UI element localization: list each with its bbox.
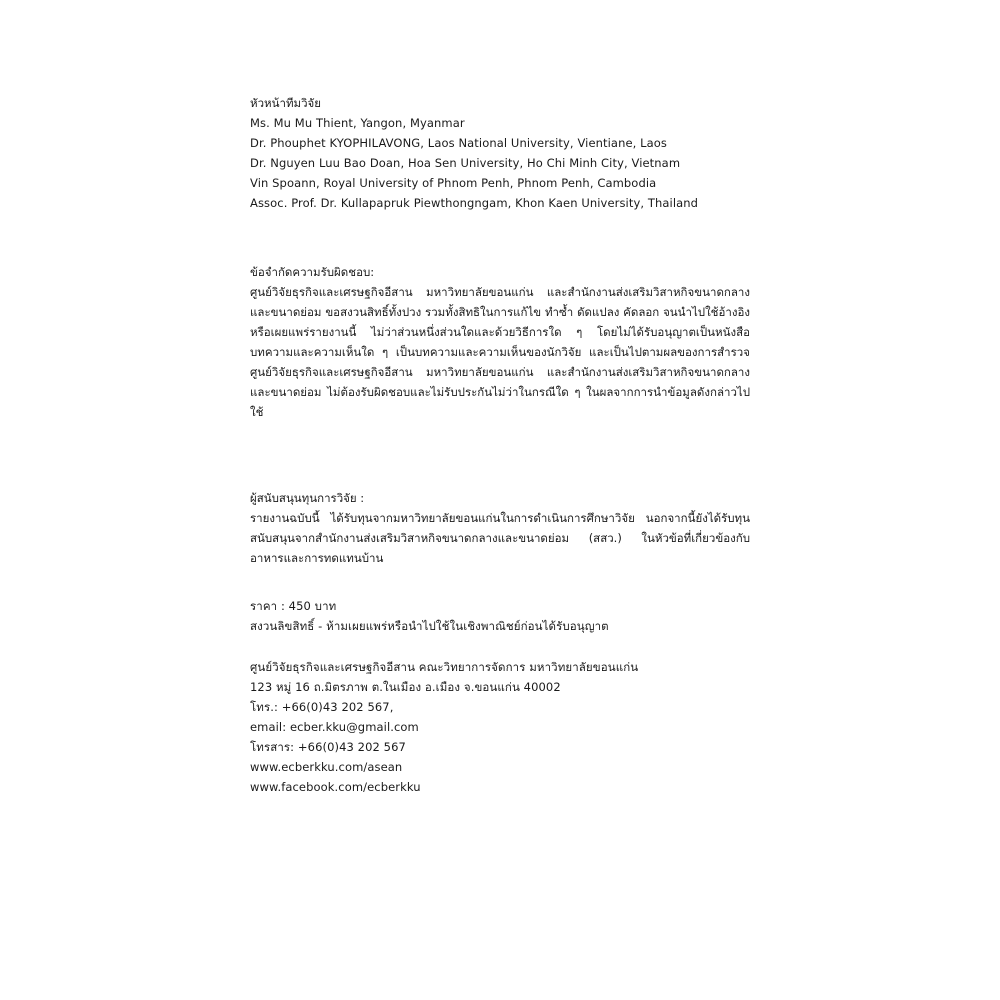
phone-line: โทร.: +66(0)43 202 567, bbox=[250, 700, 394, 714]
fax-line: โทรสาร: +66(0)43 202 567 bbox=[250, 740, 406, 754]
researcher-entry: Assoc. Prof. Dr. Kullapapruk Piewthongngam, Khon Kaen University, Thailand bbox=[250, 196, 699, 210]
website-line: www.ecberkku.com/asean bbox=[250, 760, 403, 774]
research-team-section bbox=[250, 93, 750, 213]
research-team-heading: หัวหน้าทีมวิจัย bbox=[250, 96, 322, 110]
email-line: email: ecber.kku@gmail.com bbox=[250, 720, 419, 734]
researcher-entry: Dr. Nguyen Luu Bao Doan, Hoa Sen University, Ho Chi Minh City, Vietnam bbox=[250, 156, 681, 170]
researcher-entry: Ms. Mu Mu Thient, Yangon, Myanmar bbox=[250, 116, 465, 130]
funding-heading: ผู้สนับสนุนทุนการวิจัย : bbox=[250, 491, 365, 505]
disclaimer-heading: ข้อจำกัดความรับผิดชอบ: bbox=[250, 265, 375, 279]
disclaimer-section bbox=[250, 262, 750, 422]
copyright-line: สงวนลิขสิทธิ์ - ห้ามเผยแพร่หรือนำไปใช้ในเชิงพาณิชย์ก่อนได้รับอนุญาต bbox=[250, 619, 609, 633]
facebook-line: www.facebook.com/ecberkku bbox=[250, 780, 421, 794]
researcher-entry: Vin Spoann, Royal University of Phnom Penh, Phnom Penh, Cambodia bbox=[250, 176, 657, 190]
price-section bbox=[250, 596, 750, 636]
price-line: ราคา : 450 บาท bbox=[250, 599, 337, 613]
address-line: 123 หมู่ 16 ถ.มิตรภาพ ต.ในเมือง อ.เมือง จ.ขอนแก่น 40002 bbox=[250, 680, 561, 694]
funding-body: รายงานฉบับนี้ ได้รับทุนจากมหาวิทยาลัยขอนแก่นในการดำเนินการศึกษาวิจัย นอกจากนี้ยังได้รับทุนสนับสนุนจากสำนักงานส่งเสริมวิสาหกิจขนาดกลางและขนาดย่อม (สสว.) ในหัวข้อที่เกี่ยวข้องกับอาหารและการทดแทนบ้าน bbox=[250, 511, 750, 565]
funding-section bbox=[250, 488, 750, 568]
contact-section bbox=[250, 657, 750, 797]
researcher-entry: Dr. Phouphet KYOPHILAVONG, Laos National University, Vientiane, Laos bbox=[250, 136, 668, 150]
disclaimer-body: ศูนย์วิจัยธุรกิจและเศรษฐกิจอีสาน มหาวิทยาลัยขอนแก่น และสำนักงานส่งเสริมวิสาหกิจขนาดกลางและขนาดย่อม ขอสงวนสิทธิ์ทั้งปวง รวมทั้งสิทธิในการแก้ไข ทำซ้ำ ดัดแปลง คัดลอก จนนำไปใช้อ้างอิงหรือเผยแพร่รายงานนี้ ไม่ว่าส่วนหนึ่งส่วนใดและด้วยวิธีการใด ๆ โดยไม่ได้รับอนุญาตเป็นหนังสือ บทความและความเห็นใด ๆ เป็นบทความและความเห็นของนักวิจัย และเป็นไปตามผลของการสำรวจ ศูนย์วิจัยธุรกิจและเศรษฐกิจอีสาน มหาวิทยาลัยขอนแก่น และสำนักงานส่งเสริมวิสาหกิจขนาดกลางและขนาดย่อม ไม่ต้องรับผิดชอบและไม่รับประกันไม่ว่าในกรณีใด ๆ ในผลจากการนำข้อมูลดังกล่าวไปใช้ bbox=[250, 285, 750, 419]
organization-name: ศูนย์วิจัยธุรกิจและเศรษฐกิจอีสาน คณะวิทยาการจัดการ มหาวิทยาลัยขอนแก่น bbox=[250, 660, 639, 674]
